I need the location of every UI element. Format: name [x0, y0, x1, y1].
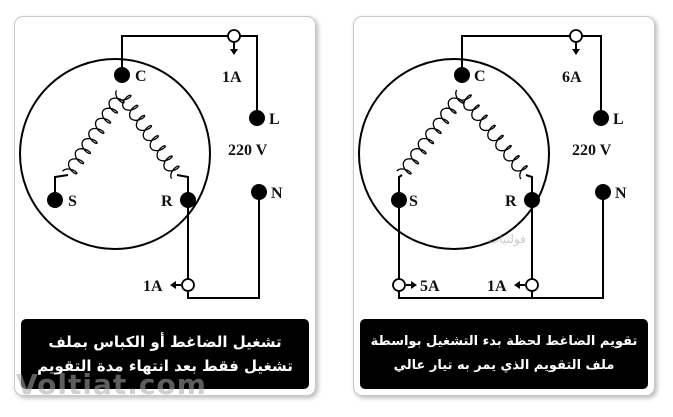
terminal-c-label: C — [474, 68, 486, 85]
compressor-housing-circle — [20, 59, 210, 249]
terminal-n-label: N — [615, 185, 627, 202]
run-current-arrow — [514, 281, 520, 289]
terminal-s-label: S — [68, 193, 77, 210]
terminal-l-label: L — [269, 111, 280, 128]
n-return-wire — [188, 192, 259, 298]
run-current-label: 1A — [143, 278, 163, 295]
caption-line-2: ملف التقويم الذي يمر به تيار عالي — [393, 358, 615, 373]
supply-ammeter-point — [228, 30, 240, 42]
terminal-s-label: S — [409, 193, 418, 210]
supply-current-label: 1A — [222, 69, 242, 86]
supply-current-arrow — [230, 49, 238, 55]
run-ammeter-point — [182, 279, 194, 291]
start-diagram-panel — [353, 16, 655, 396]
start-winding-coil — [397, 90, 464, 174]
terminal-s-dot — [391, 192, 407, 208]
run-current-label: 1A — [487, 278, 507, 295]
run-current-arrow — [170, 281, 176, 289]
voltage-label: 220 V — [228, 142, 268, 159]
l-supply-wire — [240, 36, 257, 118]
terminal-c-label: C — [135, 68, 147, 85]
run-winding-coil — [457, 95, 527, 179]
watermark-url: Voltiat.com — [16, 368, 207, 401]
supply-ammeter-point — [570, 30, 582, 42]
caption-line-2: تشغيل فقط بعد انتهاء مدة التقويم — [37, 357, 293, 375]
watermark-center: فولتيات — [488, 232, 526, 246]
supply-current-arrow — [572, 49, 580, 55]
start-current-label: 5A — [420, 278, 440, 295]
terminal-r-dot — [524, 192, 540, 208]
terminal-c-dot — [114, 67, 130, 83]
terminal-r-label: R — [505, 193, 517, 210]
terminal-n-dot — [595, 184, 611, 200]
caption-line-1: تقويم الضاغط لحظة بدء التشغيل بواسطة — [370, 334, 638, 349]
run-ammeter-point — [526, 279, 538, 291]
terminal-r-label: R — [161, 193, 173, 210]
caption-line-1: تشغيل الضاغط أو الكباس بملف — [48, 333, 282, 351]
terminal-n-dot — [251, 184, 267, 200]
terminal-l-dot — [593, 110, 609, 126]
caption-box — [360, 319, 648, 389]
terminal-r-dot — [180, 192, 196, 208]
compressor-housing-circle — [359, 59, 549, 249]
terminal-c-dot — [454, 67, 470, 83]
voltage-label: 220 V — [572, 142, 612, 159]
start-ammeter-point — [393, 279, 405, 291]
terminal-n-label: N — [271, 185, 283, 202]
terminal-l-dot — [249, 110, 265, 126]
terminal-l-label: L — [613, 111, 624, 128]
terminal-s-dot — [47, 192, 63, 208]
start-winding-coil — [63, 90, 125, 173]
run-only-diagram-panel — [14, 16, 316, 396]
l-supply-wire — [582, 36, 601, 118]
supply-current-label: 6A — [562, 69, 582, 86]
run-winding-coil — [117, 95, 179, 179]
start-current-arrow — [411, 281, 417, 289]
